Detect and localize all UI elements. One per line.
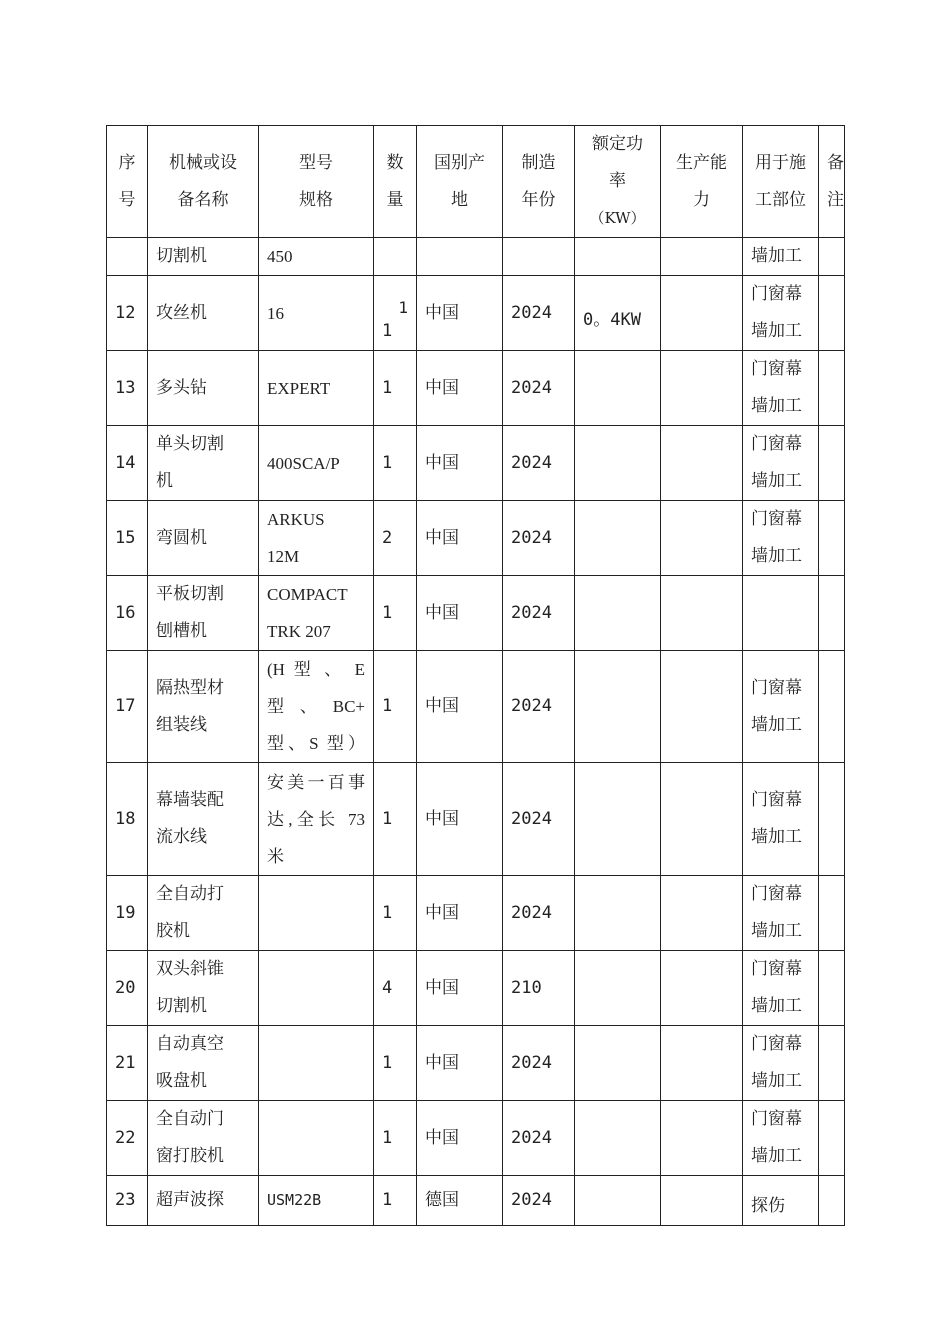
equipment-name: 多头钻 xyxy=(148,351,259,426)
construction-part: 门窗幕 墙加工 xyxy=(743,1101,819,1176)
table-row xyxy=(107,951,845,1026)
origin-country: 中国 xyxy=(417,876,503,951)
note xyxy=(819,651,845,763)
row-number: 22 xyxy=(107,1101,148,1176)
note xyxy=(819,238,845,276)
origin-country: 中国 xyxy=(417,426,503,501)
row-number: 15 xyxy=(107,501,148,576)
table-row xyxy=(107,1176,845,1226)
header-year: 制造 年份 xyxy=(503,126,575,238)
row-number: 16 xyxy=(107,576,148,651)
equipment-name: 攻丝机 xyxy=(148,276,259,351)
construction-part: 门窗幕 墙加工 xyxy=(743,501,819,576)
capacity xyxy=(661,1026,743,1101)
manufacture-year: 2024 xyxy=(503,876,575,951)
construction-part: 门窗幕 墙加工 xyxy=(743,951,819,1026)
table-row xyxy=(107,1026,845,1101)
manufacture-year: 210 xyxy=(503,951,575,1026)
row-number: 14 xyxy=(107,426,148,501)
equipment-name: 自动真空 吸盘机 xyxy=(148,1026,259,1101)
row-number: 21 xyxy=(107,1026,148,1101)
capacity xyxy=(661,1176,743,1226)
equipment-name: 超声波探 xyxy=(148,1176,259,1226)
manufacture-year: 2024 xyxy=(503,276,575,351)
capacity xyxy=(661,576,743,651)
rated-power xyxy=(575,951,661,1026)
table-row xyxy=(107,1101,845,1176)
quantity: 1 xyxy=(374,426,417,501)
manufacture-year: 2024 xyxy=(503,651,575,763)
capacity xyxy=(661,651,743,763)
equipment-table xyxy=(106,125,845,1226)
capacity xyxy=(661,763,743,876)
manufacture-year: 2024 xyxy=(503,1101,575,1176)
model-spec: 16 xyxy=(259,276,374,351)
quantity: 1 xyxy=(374,1026,417,1101)
quantity: 1 xyxy=(374,876,417,951)
origin-country: 中国 xyxy=(417,501,503,576)
table-row xyxy=(107,876,845,951)
rated-power xyxy=(575,1176,661,1226)
header-capacity: 生产能 力 xyxy=(661,126,743,238)
note xyxy=(819,951,845,1026)
equipment-name: 切割机 xyxy=(148,238,259,276)
row-number: 19 xyxy=(107,876,148,951)
capacity xyxy=(661,501,743,576)
construction-part: 门窗幕 墙加工 xyxy=(743,276,819,351)
note xyxy=(819,576,845,651)
rated-power xyxy=(575,351,661,426)
row-number: 20 xyxy=(107,951,148,1026)
manufacture-year: 2024 xyxy=(503,426,575,501)
capacity xyxy=(661,351,743,426)
note xyxy=(819,1101,845,1176)
table-row xyxy=(107,426,845,501)
note xyxy=(819,426,845,501)
construction-part: 门窗幕 墙加工 xyxy=(743,1026,819,1101)
origin-country xyxy=(417,238,503,276)
model-spec xyxy=(259,1101,374,1176)
quantity: 1 xyxy=(374,351,417,426)
construction-part: 探伤 xyxy=(743,1176,819,1226)
rated-power xyxy=(575,876,661,951)
construction-part: 门窗幕 墙加工 xyxy=(743,876,819,951)
quantity: 1 xyxy=(374,651,417,763)
manufacture-year: 2024 xyxy=(503,763,575,876)
row-number: 18 xyxy=(107,763,148,876)
equipment-name: 全自动打 胶机 xyxy=(148,876,259,951)
table-row xyxy=(107,576,845,651)
manufacture-year: 2024 xyxy=(503,351,575,426)
model-spec: 450 xyxy=(259,238,374,276)
quantity xyxy=(374,238,417,276)
model-spec xyxy=(259,951,374,1026)
origin-country: 中国 xyxy=(417,1026,503,1101)
rated-power: 0。4KW xyxy=(575,276,661,351)
model-spec xyxy=(259,1026,374,1101)
construction-part: 门窗幕 墙加工 xyxy=(743,351,819,426)
table-row xyxy=(107,351,845,426)
header-note: 备 注 xyxy=(819,126,845,238)
rated-power xyxy=(575,426,661,501)
table-row xyxy=(107,276,845,351)
row-number: 13 xyxy=(107,351,148,426)
equipment-name: 隔热型材 组装线 xyxy=(148,651,259,763)
model-spec: ARKUS 12M xyxy=(259,501,374,576)
note xyxy=(819,1176,845,1226)
quantity: 1 xyxy=(374,763,417,876)
quantity: 4 xyxy=(374,951,417,1026)
equipment-name: 平板切割 刨槽机 xyxy=(148,576,259,651)
note xyxy=(819,276,845,351)
note xyxy=(819,1026,845,1101)
row-number: 23 xyxy=(107,1176,148,1226)
rated-power xyxy=(575,238,661,276)
construction-part: 门窗幕 墙加工 xyxy=(743,651,819,763)
note xyxy=(819,501,845,576)
origin-country: 中国 xyxy=(417,576,503,651)
equipment-name: 全自动门 窗打胶机 xyxy=(148,1101,259,1176)
manufacture-year xyxy=(503,238,575,276)
origin-country: 中国 xyxy=(417,763,503,876)
construction-part: 墙加工 xyxy=(743,238,819,276)
quantity: 2 xyxy=(374,501,417,576)
capacity xyxy=(661,876,743,951)
note xyxy=(819,351,845,426)
model-spec: COMPACT TRK 207 xyxy=(259,576,374,651)
origin-country: 中国 xyxy=(417,951,503,1026)
table-row xyxy=(107,238,845,276)
row-number: 12 xyxy=(107,276,148,351)
manufacture-year: 2024 xyxy=(503,501,575,576)
model-spec: USM22B xyxy=(259,1176,374,1226)
note xyxy=(819,763,845,876)
header-row xyxy=(107,126,845,238)
row-number: 17 xyxy=(107,651,148,763)
quantity: 1 xyxy=(374,1101,417,1176)
equipment-name: 单头切割 机 xyxy=(148,426,259,501)
equipment-name: 双头斜锥 切割机 xyxy=(148,951,259,1026)
capacity xyxy=(661,238,743,276)
rated-power xyxy=(575,651,661,763)
model-spec: EXPERT xyxy=(259,351,374,426)
rated-power xyxy=(575,1101,661,1176)
table-row xyxy=(107,763,845,876)
capacity xyxy=(661,276,743,351)
quantity: 1 1 xyxy=(374,276,417,351)
rated-power xyxy=(575,1026,661,1101)
construction-part: 门窗幕 墙加工 xyxy=(743,426,819,501)
quantity: 1 xyxy=(374,1176,417,1226)
manufacture-year: 2024 xyxy=(503,576,575,651)
header-origin: 国别产 地 xyxy=(417,126,503,238)
manufacture-year: 2024 xyxy=(503,1026,575,1101)
construction-part: 门窗幕 墙加工 xyxy=(743,763,819,876)
origin-country: 德国 xyxy=(417,1176,503,1226)
equipment-name: 弯圆机 xyxy=(148,501,259,576)
quantity: 1 xyxy=(374,576,417,651)
rated-power xyxy=(575,763,661,876)
origin-country: 中国 xyxy=(417,1101,503,1176)
note xyxy=(819,876,845,951)
capacity xyxy=(661,951,743,1026)
origin-country: 中国 xyxy=(417,651,503,763)
capacity xyxy=(661,1101,743,1176)
rated-power xyxy=(575,501,661,576)
table-row xyxy=(107,651,845,763)
construction-part xyxy=(743,576,819,651)
model-spec: 安美一百事 达,全长 73 米 xyxy=(259,763,374,876)
header-name: 机械或设 备名称 xyxy=(148,126,259,238)
rated-power xyxy=(575,576,661,651)
origin-country: 中国 xyxy=(417,276,503,351)
table-row xyxy=(107,501,845,576)
header-model: 型号 规格 xyxy=(259,126,374,238)
header-use: 用于施 工部位 xyxy=(743,126,819,238)
model-spec: (H 型 、 E 型 、 BC+ 型、S 型） xyxy=(259,651,374,763)
capacity xyxy=(661,426,743,501)
origin-country: 中国 xyxy=(417,351,503,426)
row-number xyxy=(107,238,148,276)
equipment-name: 幕墙装配 流水线 xyxy=(148,763,259,876)
model-spec: 400SCA/P xyxy=(259,426,374,501)
manufacture-year: 2024 xyxy=(503,1176,575,1226)
model-spec xyxy=(259,876,374,951)
header-qty: 数 量 xyxy=(374,126,417,238)
header-power: 额定功 率 （KW） xyxy=(575,126,661,238)
header-no: 序 号 xyxy=(107,126,148,238)
